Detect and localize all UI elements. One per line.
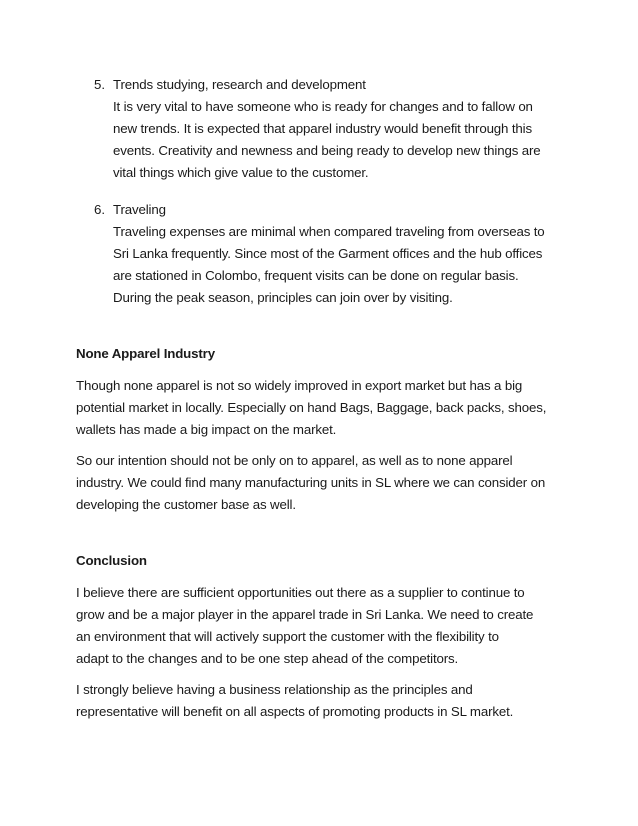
paragraph-line: During the peak season, principles can join over by visiting. — [113, 290, 453, 305]
paragraph-line: Though none apparel is not so widely improved in export market but has a big — [76, 378, 523, 393]
section-heading: Conclusion — [76, 553, 147, 568]
section-heading: None Apparel Industry — [76, 346, 215, 361]
paragraph-line: grow and be a major player in the apparel trade in Sri Lanka. We need to create — [76, 607, 534, 622]
paragraph-line: developing the customer base as well. — [76, 497, 296, 512]
list-number: 5. — [94, 77, 106, 92]
paragraph-line: events. Creativity and newness and being ready to develop new things are — [113, 143, 541, 158]
paragraph-line: adapt to the changes and to be one step ahead of the competitors. — [76, 651, 459, 666]
paragraph-line: Traveling expenses are minimal when compared traveling from overseas to — [113, 224, 545, 239]
paragraph-line: new trends. It is expected that apparel industry would benefit through this — [113, 121, 532, 136]
paragraph-line: So our intention should not be only on to apparel, as well as to none apparel — [76, 453, 513, 468]
list-number: 6. — [94, 202, 106, 217]
list-item-title: Trends studying, research and development — [113, 77, 366, 92]
paragraph-line: It is very vital to have someone who is ready for changes and to fallow on — [113, 99, 533, 114]
paragraph-line: wallets has made a big impact on the market. — [76, 422, 337, 437]
paragraph-line: are stationed in Colombo, frequent visits can be done on regular basis. — [113, 268, 519, 283]
paragraph-line: an environment that will actively support the customer with the flexibility to — [76, 629, 499, 644]
paragraph-line: I strongly believe having a business relationship as the principles and — [76, 682, 473, 697]
list-item-title: Traveling — [113, 202, 166, 217]
paragraph-line: representative will benefit on all aspects of promoting products in SL market. — [76, 704, 514, 719]
paragraph-line: Sri Lanka frequently. Since most of the Garment offices and the hub offices — [113, 246, 543, 261]
paragraph-line: I believe there are sufficient opportunities out there as a supplier to continue to — [76, 585, 525, 600]
paragraph-line: industry. We could find many manufacturing units in SL where we can consider on — [76, 475, 546, 490]
paragraph-line: vital things which give value to the customer. — [113, 165, 369, 180]
paragraph-line: potential market in locally. Especially on hand Bags, Baggage, back packs, shoes, — [76, 400, 547, 415]
